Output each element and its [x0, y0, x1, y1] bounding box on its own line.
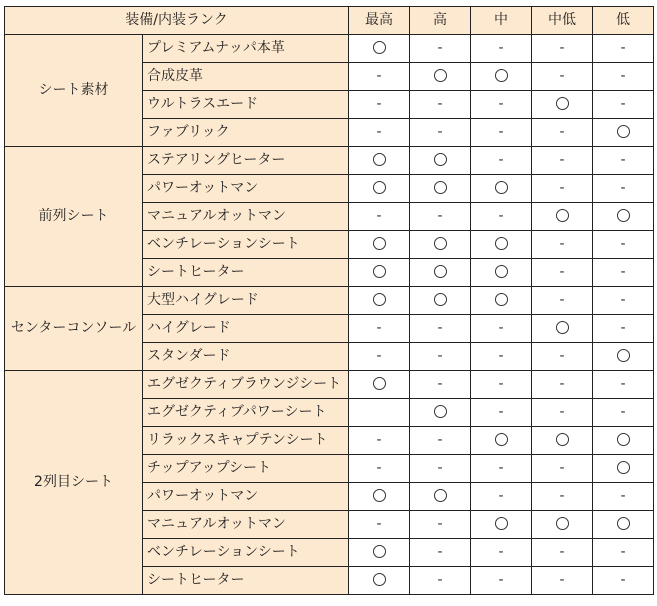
value-cell-highest — [349, 203, 410, 231]
available-circle-icon — [495, 293, 508, 306]
available-circle-icon — [434, 181, 447, 194]
value-cell-low — [593, 203, 654, 231]
value-cell-high — [410, 35, 471, 63]
not-available-dash: - — [559, 124, 565, 140]
not-available-dash: - — [437, 432, 443, 448]
item-cell: マニュアルオットマン — [143, 511, 349, 539]
value-cell-mid-low — [532, 287, 593, 315]
value-cell-highest — [349, 231, 410, 259]
value-cell-high — [410, 483, 471, 511]
available-circle-icon — [373, 489, 386, 502]
value-cell-low — [593, 455, 654, 483]
available-circle-icon — [617, 209, 630, 222]
available-circle-icon — [373, 41, 386, 54]
available-circle-icon — [495, 517, 508, 530]
available-circle-icon — [495, 237, 508, 250]
value-cell-highest — [349, 119, 410, 147]
value-cell-low — [593, 315, 654, 343]
available-circle-icon — [556, 209, 569, 222]
value-cell-high — [410, 343, 471, 371]
not-available-dash: - — [620, 236, 626, 252]
value-cell-mid — [471, 567, 532, 595]
not-available-dash: - — [498, 572, 504, 588]
not-available-dash: - — [437, 40, 443, 56]
available-circle-icon — [434, 293, 447, 306]
value-cell-low — [593, 119, 654, 147]
value-cell-low — [593, 63, 654, 91]
not-available-dash: - — [376, 68, 382, 84]
not-available-dash: - — [620, 264, 626, 280]
not-available-dash: - — [376, 460, 382, 476]
equipment-rank-table — [4, 6, 654, 595]
value-cell-highest — [349, 427, 410, 455]
value-cell-high — [410, 119, 471, 147]
value-cell-highest — [349, 287, 410, 315]
available-circle-icon — [556, 321, 569, 334]
available-circle-icon — [617, 349, 630, 362]
item-cell: スタンダード — [143, 343, 349, 371]
not-available-dash: - — [498, 376, 504, 392]
not-available-dash: - — [620, 572, 626, 588]
not-available-dash: - — [437, 572, 443, 588]
value-cell-mid — [471, 427, 532, 455]
header-rank-low: 低 — [593, 7, 654, 35]
value-cell-low — [593, 483, 654, 511]
item-cell: ベンチレーションシート — [143, 231, 349, 259]
value-cell-mid — [471, 175, 532, 203]
available-circle-icon — [556, 97, 569, 110]
item-cell: ハイグレード — [143, 315, 349, 343]
available-circle-icon — [373, 237, 386, 250]
not-available-dash: - — [376, 432, 382, 448]
value-cell-low — [593, 343, 654, 371]
value-cell-low — [593, 427, 654, 455]
not-available-dash: - — [559, 460, 565, 476]
item-cell: エグゼクティブラウンジシート — [143, 371, 349, 399]
not-available-dash: - — [437, 516, 443, 532]
value-cell-mid — [471, 147, 532, 175]
value-cell-mid — [471, 119, 532, 147]
value-cell-highest — [349, 63, 410, 91]
not-available-dash: - — [437, 460, 443, 476]
available-circle-icon — [495, 181, 508, 194]
not-available-dash: - — [559, 376, 565, 392]
equipment-table-container — [4, 6, 654, 595]
value-cell-high — [410, 203, 471, 231]
not-available-dash: - — [437, 376, 443, 392]
item-cell: ウルトラスエード — [143, 91, 349, 119]
item-cell: シートヒーター — [143, 259, 349, 287]
value-cell-mid — [471, 35, 532, 63]
available-circle-icon — [373, 265, 386, 278]
value-cell-mid — [471, 455, 532, 483]
not-available-dash: - — [620, 40, 626, 56]
not-available-dash: - — [620, 96, 626, 112]
not-available-dash: - — [559, 180, 565, 196]
value-cell-mid — [471, 511, 532, 539]
table-row — [5, 35, 654, 63]
value-cell-mid-low — [532, 511, 593, 539]
item-cell: マニュアルオットマン — [143, 203, 349, 231]
not-available-dash: - — [620, 320, 626, 336]
value-cell-highest — [349, 175, 410, 203]
header-rank-mid: 中 — [471, 7, 532, 35]
not-available-dash: - — [376, 124, 382, 140]
available-circle-icon — [495, 433, 508, 446]
value-cell-low — [593, 511, 654, 539]
item-cell: パワーオットマン — [143, 483, 349, 511]
header-rank-highest: 最高 — [349, 7, 410, 35]
value-cell-high — [410, 147, 471, 175]
value-cell-low — [593, 287, 654, 315]
table-row — [5, 287, 654, 315]
not-available-dash: - — [559, 68, 565, 84]
value-cell-high — [410, 175, 471, 203]
not-available-dash: - — [559, 40, 565, 56]
available-circle-icon — [434, 265, 447, 278]
not-available-dash: - — [437, 124, 443, 140]
not-available-dash: - — [559, 544, 565, 560]
value-cell-high — [410, 539, 471, 567]
value-cell-low — [593, 259, 654, 287]
value-cell-mid-low — [532, 427, 593, 455]
available-circle-icon — [373, 293, 386, 306]
not-available-dash: - — [498, 460, 504, 476]
available-circle-icon — [434, 405, 447, 418]
value-cell-highest — [349, 91, 410, 119]
value-cell-mid-low — [532, 175, 593, 203]
value-cell-highest — [349, 511, 410, 539]
not-available-dash: - — [498, 40, 504, 56]
not-available-dash: - — [620, 152, 626, 168]
value-cell-mid-low — [532, 483, 593, 511]
category-cell: 2列目シート — [5, 371, 143, 595]
value-cell-mid-low — [532, 259, 593, 287]
value-cell-highest — [349, 371, 410, 399]
value-cell-low — [593, 567, 654, 595]
not-available-dash: - — [498, 208, 504, 224]
value-cell-mid — [471, 259, 532, 287]
value-cell-mid — [471, 539, 532, 567]
value-cell-mid-low — [532, 231, 593, 259]
value-cell-highest — [349, 455, 410, 483]
not-available-dash: - — [437, 348, 443, 364]
value-cell-highest — [349, 35, 410, 63]
available-circle-icon — [495, 265, 508, 278]
not-available-dash: - — [437, 208, 443, 224]
value-cell-highest — [349, 315, 410, 343]
table-row — [5, 371, 654, 399]
value-cell-low — [593, 91, 654, 119]
not-available-dash: - — [620, 180, 626, 196]
value-cell-highest — [349, 483, 410, 511]
value-cell-high — [410, 287, 471, 315]
item-cell: プレミアムナッパ本革 — [143, 35, 349, 63]
not-available-dash: - — [376, 348, 382, 364]
category-cell: シート素材 — [5, 35, 143, 147]
not-available-dash: - — [498, 96, 504, 112]
not-available-dash: - — [620, 488, 626, 504]
available-circle-icon — [617, 517, 630, 530]
available-circle-icon — [434, 69, 447, 82]
available-circle-icon — [373, 181, 386, 194]
value-cell-mid-low — [532, 399, 593, 427]
value-cell-mid — [471, 315, 532, 343]
item-cell: 合成皮革 — [143, 63, 349, 91]
not-available-dash: - — [498, 488, 504, 504]
item-cell: パワーオットマン — [143, 175, 349, 203]
value-cell-high — [410, 259, 471, 287]
not-available-dash: - — [498, 320, 504, 336]
value-cell-mid-low — [532, 203, 593, 231]
value-cell-highest — [349, 539, 410, 567]
available-circle-icon — [434, 489, 447, 502]
value-cell-mid — [471, 203, 532, 231]
value-cell-high — [410, 371, 471, 399]
value-cell-high — [410, 63, 471, 91]
not-available-dash: - — [498, 544, 504, 560]
available-circle-icon — [373, 153, 386, 166]
value-cell-mid-low — [532, 567, 593, 595]
header-row — [5, 7, 654, 35]
not-available-dash: - — [559, 264, 565, 280]
value-cell-high — [410, 455, 471, 483]
value-cell-low — [593, 147, 654, 175]
not-available-dash: - — [559, 488, 565, 504]
value-cell-mid-low — [532, 119, 593, 147]
not-available-dash: - — [376, 96, 382, 112]
value-cell-mid — [471, 287, 532, 315]
table-body — [5, 35, 654, 595]
value-cell-highest — [349, 259, 410, 287]
value-cell-high — [410, 91, 471, 119]
value-cell-high — [410, 427, 471, 455]
value-cell-mid-low — [532, 371, 593, 399]
not-available-dash: - — [559, 572, 565, 588]
not-available-dash: - — [376, 208, 382, 224]
available-circle-icon — [434, 153, 447, 166]
available-circle-icon — [556, 433, 569, 446]
value-cell-mid — [471, 483, 532, 511]
value-cell-high — [410, 315, 471, 343]
value-cell-highest — [349, 399, 410, 427]
value-cell-mid — [471, 343, 532, 371]
value-cell-mid-low — [532, 91, 593, 119]
not-available-dash: - — [559, 236, 565, 252]
not-available-dash: - — [498, 404, 504, 420]
header-rank-mid-low: 中低 — [532, 7, 593, 35]
item-cell: リラックスキャプテンシート — [143, 427, 349, 455]
value-cell-low — [593, 231, 654, 259]
value-cell-mid-low — [532, 343, 593, 371]
not-available-dash: - — [437, 96, 443, 112]
not-available-dash: - — [498, 348, 504, 364]
not-available-dash: - — [620, 292, 626, 308]
not-available-dash: - — [498, 152, 504, 168]
value-cell-low — [593, 399, 654, 427]
not-available-dash: - — [437, 320, 443, 336]
available-circle-icon — [373, 377, 386, 390]
item-cell: チップアップシート — [143, 455, 349, 483]
item-cell: ベンチレーションシート — [143, 539, 349, 567]
value-cell-mid-low — [532, 539, 593, 567]
value-cell-mid — [471, 231, 532, 259]
category-cell: センターコンソール — [5, 287, 143, 371]
value-cell-mid — [471, 91, 532, 119]
value-cell-low — [593, 539, 654, 567]
value-cell-mid — [471, 399, 532, 427]
value-cell-high — [410, 511, 471, 539]
available-circle-icon — [617, 433, 630, 446]
available-circle-icon — [556, 517, 569, 530]
not-available-dash: - — [620, 544, 626, 560]
item-cell: エグゼクティブパワーシート — [143, 399, 349, 427]
value-cell-low — [593, 175, 654, 203]
item-cell: シートヒーター — [143, 567, 349, 595]
value-cell-high — [410, 399, 471, 427]
item-cell: ステアリングヒーター — [143, 147, 349, 175]
value-cell-highest — [349, 343, 410, 371]
value-cell-high — [410, 231, 471, 259]
value-cell-low — [593, 35, 654, 63]
value-cell-mid — [471, 63, 532, 91]
value-cell-mid-low — [532, 35, 593, 63]
not-available-dash: - — [559, 404, 565, 420]
not-available-dash: - — [620, 376, 626, 392]
item-cell: ファブリック — [143, 119, 349, 147]
available-circle-icon — [373, 545, 386, 558]
not-available-dash: - — [376, 516, 382, 532]
not-available-dash: - — [620, 68, 626, 84]
value-cell-mid-low — [532, 147, 593, 175]
not-available-dash: - — [559, 292, 565, 308]
available-circle-icon — [495, 69, 508, 82]
available-circle-icon — [373, 573, 386, 586]
header-equipment-label: 装備/内装ランク — [5, 7, 349, 35]
not-available-dash: - — [559, 348, 565, 364]
value-cell-low — [593, 371, 654, 399]
header-rank-high: 高 — [410, 7, 471, 35]
value-cell-mid — [471, 371, 532, 399]
value-cell-mid-low — [532, 63, 593, 91]
available-circle-icon — [617, 461, 630, 474]
value-cell-highest — [349, 147, 410, 175]
table-row — [5, 147, 654, 175]
not-available-dash: - — [620, 404, 626, 420]
available-circle-icon — [434, 237, 447, 250]
available-circle-icon — [617, 125, 630, 138]
value-cell-mid-low — [532, 455, 593, 483]
category-cell: 前列シート — [5, 147, 143, 287]
not-available-dash: - — [376, 320, 382, 336]
not-available-dash: - — [498, 124, 504, 140]
value-cell-mid-low — [532, 315, 593, 343]
not-available-dash: - — [559, 152, 565, 168]
item-cell: 大型ハイグレード — [143, 287, 349, 315]
not-available-dash: - — [437, 544, 443, 560]
value-cell-high — [410, 567, 471, 595]
value-cell-highest — [349, 567, 410, 595]
